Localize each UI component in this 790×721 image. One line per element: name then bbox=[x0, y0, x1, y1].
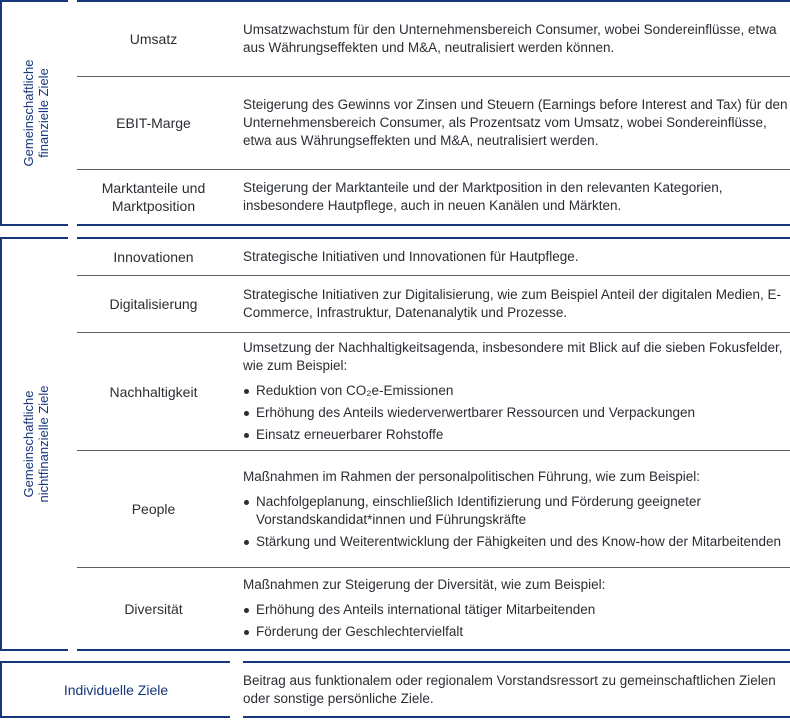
goal-description: Steigerung des Gewinns vor Zinsen und Steuern (Earnings before Interest and Tax) für den Unternehmensbereich Consumer, als Prozentsatz vom Umsatz, wobei Sondereinflüsse, etwa aus Währungseffekten und M&A, neutralisiert werden. bbox=[243, 97, 788, 148]
list-item: Stärkung und Weiterentwicklung der Fähigkeiten und des Know-how der Mitarbeitenden bbox=[243, 533, 790, 551]
table-row bbox=[77, 332, 790, 450]
goal-description: Strategische Initiativen zur Digitalisierung, wie zum Beispiel Anteil der digitalen Medien, E-Commerce, Infrastruktur, Datenanalytik und Prozesse. bbox=[243, 287, 782, 320]
table-row bbox=[77, 275, 790, 332]
bullet-list bbox=[243, 489, 790, 551]
financial-goals-bracket bbox=[0, 0, 68, 226]
list-item: Förderung der Geschlechtervielfalt bbox=[243, 623, 790, 641]
list-item: Reduktion von CO₂e-Emissionen bbox=[243, 382, 790, 400]
individual-goals-group bbox=[0, 661, 790, 718]
table-row bbox=[77, 0, 790, 76]
individual-goals-label: Individuelle Ziele bbox=[0, 661, 230, 718]
goal-name: Diversität bbox=[124, 600, 183, 617]
individual-goals-description: Beitrag aus funktionalem oder regionalem Vorstandsressort zu gemeinschaftlichen Zielen oder sonstige persönliche Ziele. bbox=[243, 661, 790, 718]
goal-name: Nachhaltigkeit bbox=[109, 383, 198, 400]
list-item: Einsatz erneuerbarer Rohstoffe bbox=[243, 426, 790, 444]
financial-goals-group bbox=[0, 0, 790, 226]
goal-name: EBIT-Marge bbox=[116, 115, 191, 131]
goal-name: Digitalisierung bbox=[109, 296, 198, 312]
goal-name: People bbox=[131, 501, 176, 517]
table-row bbox=[77, 169, 790, 226]
goal-description: Maßnahmen im Rahmen der personalpolitischen Führung, wie zum Beispiel: Nachfolgeplanung, einschließlich Identifizierung und Förderung geeigneter Vorstandskandidat*innen und Führungskräfte Stärkung und Weiterentwicklung der Fähigkeiten und des Know-how der Mitarbeitenden bbox=[243, 451, 790, 567]
bullet-list bbox=[243, 378, 790, 444]
financial-goals-label: Gemeinschaftliche finanzielle Ziele bbox=[21, 59, 51, 167]
financial-goals-rows bbox=[77, 0, 790, 226]
goal-description: Strategische Initiativen und Innovationen für Hautpflege. bbox=[243, 249, 579, 264]
list-item: Nachfolgeplanung, einschließlich Identifizierung und Förderung geeigneter Vorstandskandidat*innen und Führungskräfte bbox=[243, 493, 790, 529]
nonfinancial-goals-group bbox=[0, 237, 790, 651]
table-row bbox=[77, 237, 790, 275]
goal-name: Innovationen bbox=[113, 249, 194, 265]
goal-description: Umsetzung der Nachhaltigkeitsagenda, insbesondere mit Blick auf die sieben Fokusfelder, wie zum Beispiel: Reduktion von CO₂e-Emissionen Erhöhung des Anteils wiederverwertbarer Ressourcen und Verpackungen Einsatz erneuerbarer Rohstoffe bbox=[243, 333, 790, 450]
goal-name: Umsatz bbox=[129, 31, 178, 47]
goal-name: Marktanteile und Marktposition bbox=[101, 180, 206, 214]
list-item: Erhöhung des Anteils wiederverwertbarer Ressourcen und Verpackungen bbox=[243, 404, 790, 422]
table-row bbox=[77, 76, 790, 169]
nonfinancial-goals-bracket bbox=[0, 237, 68, 651]
list-item: Erhöhung des Anteils international tätiger Mitarbeitenden bbox=[243, 601, 790, 619]
table-row bbox=[77, 567, 790, 651]
goal-description: Steigerung der Marktanteile und der Marktposition in den relevanten Kategorien, insbesondere Hautpflege, auch in neuen Kanälen und Märkten. bbox=[243, 180, 723, 213]
goal-description: Umsatzwachstum für den Unternehmensbereich Consumer, wobei Sondereinflüsse, etwa aus Währungseffekten und M&A, neutralisiert werden können. bbox=[243, 22, 777, 55]
nonfinancial-goals-rows bbox=[77, 237, 790, 651]
nonfinancial-goals-label: Gemeinschaftliche nichtfinanzielle Ziele bbox=[21, 385, 51, 503]
bullet-list bbox=[243, 597, 790, 641]
goal-description: Maßnahmen zur Steigerung der Diversität, wie zum Beispiel: Erhöhung des Anteils international tätiger Mitarbeitenden Förderung der Geschlechtervielfalt bbox=[243, 568, 790, 649]
table-row bbox=[77, 450, 790, 567]
